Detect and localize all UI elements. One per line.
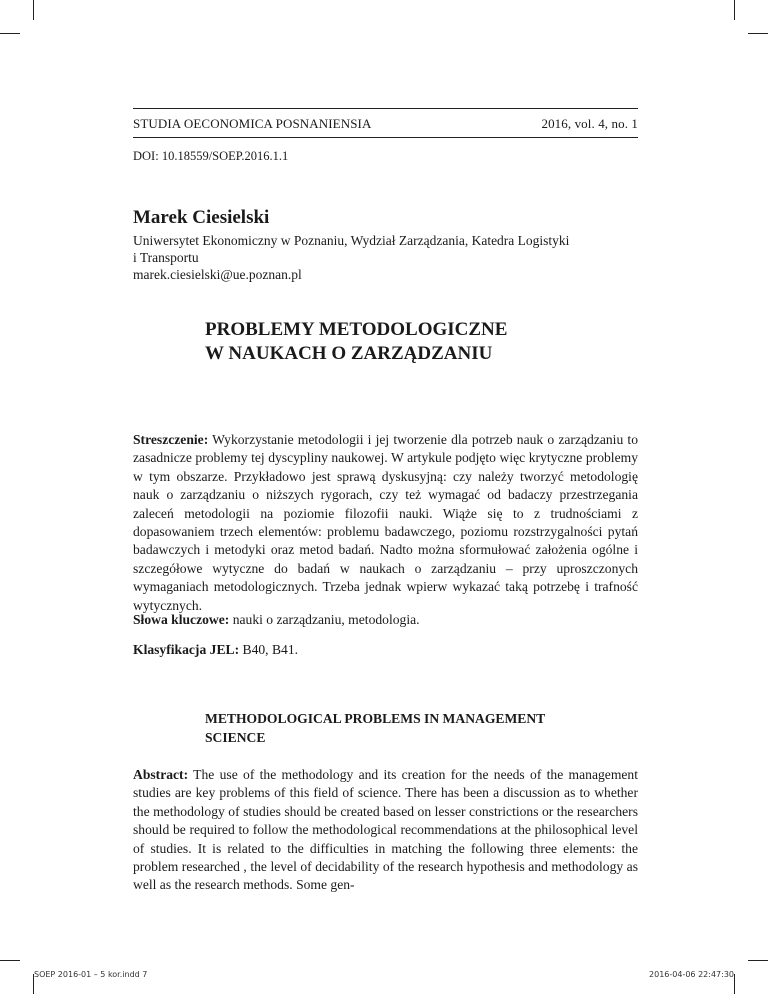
abstract-text: Wykorzystanie metodologii i jej tworzenie dla potrzeb nauk o zarządzaniu to zasadnicze problemy tej dyscypliny naukowej. W artykule podjęto więc krytyczne problemy w tym obszarze. Przykładowo jest sprawą dyskusyjną: czy należy tworzyć metodologię nauk o zarządzaniu o niższych rygorach, czy też wymagać od badaczy przestrzegania zaleceń metodologii na poziomie filozofii nauki. Wiąże się to z trudnościami z dopasowaniem trzech elementów: problemu badawczego, poziomu rozstrzygalności pytań badawczych i metodyki oraz metod badań. Nadto można sformułować założenia ogólne i szczegółowe wytyczne do badań w naukach o zarządzaniu – przy uproszczonych wymaganiach metodologicznych. Trzeba jednak wpierw wykazać taką potrzebę i trafność wytycznych. — [133, 432, 638, 613]
polish-abstract — [133, 431, 638, 615]
keywords-text: nauki o zarządzaniu, metodologia. — [229, 612, 420, 627]
title-line: METHODOLOGICAL PROBLEMS IN MANAGEMENT — [205, 711, 546, 726]
crop-mark — [33, 0, 34, 20]
author-name: Marek Ciesielski — [133, 207, 270, 228]
journal-name: STUDIA OECONOMICA POSNANIENSIA — [133, 116, 372, 131]
keywords — [133, 612, 420, 628]
crop-mark — [0, 960, 20, 961]
english-abstract — [133, 766, 638, 895]
crop-mark — [734, 0, 735, 20]
abstract-label: Abstract: — [133, 767, 189, 782]
english-title — [205, 710, 585, 747]
abstract-label: Streszczenie: — [133, 432, 209, 447]
journal-volume: 2016, vol. 4, no. 1 — [541, 116, 638, 131]
affiliation-line: i Transportu — [133, 250, 199, 265]
footer-timestamp: 2016-04-06 22:47:30 — [649, 970, 734, 979]
jel-label: Klasyfikacja JEL: — [133, 642, 240, 657]
header-rule-top — [133, 108, 638, 109]
doi: DOI: 10.18559/SOEP.2016.1.1 — [133, 149, 289, 163]
jel-text: B40, B41. — [239, 642, 299, 657]
article-title — [205, 318, 635, 366]
keywords-label: Słowa kluczowe: — [133, 612, 230, 627]
title-line: SCIENCE — [205, 729, 266, 745]
footer-file: SOEP 2016-01 – 5 kor.indd 7 — [34, 970, 148, 979]
crop-mark — [748, 960, 768, 961]
header-rule-bottom — [133, 137, 638, 138]
jel-classification — [133, 642, 298, 658]
affiliation-line: Uniwersytet Ekonomiczny w Poznaniu, Wydział Zarządzania, Katedra Logistyki — [133, 233, 570, 248]
title-line: W NAUKACH O ZARZĄDZANIU — [205, 343, 493, 364]
title-line: PROBLEMY METODOLOGICZNE — [205, 319, 508, 340]
abstract-text: The use of the methodology and its creation for the needs of the management studies are key problems of this field of science. There has been a discussion as to whether the methodology of studies should be created based on lesser constrictions or the researchers should be required to follow the methodological recommendations at the philosophical level of studies. It is related to the difficulties in matching the following three elements: the problem researched , the level of decidability of the research hypothesis and methodology as well as the research methods. Some gen- — [133, 767, 638, 893]
crop-mark — [0, 33, 20, 34]
crop-mark — [734, 974, 735, 994]
author-email[interactable]: marek.ciesielski@ue.poznan.pl — [133, 267, 302, 282]
crop-mark — [748, 33, 768, 34]
author-affiliation — [133, 232, 638, 283]
